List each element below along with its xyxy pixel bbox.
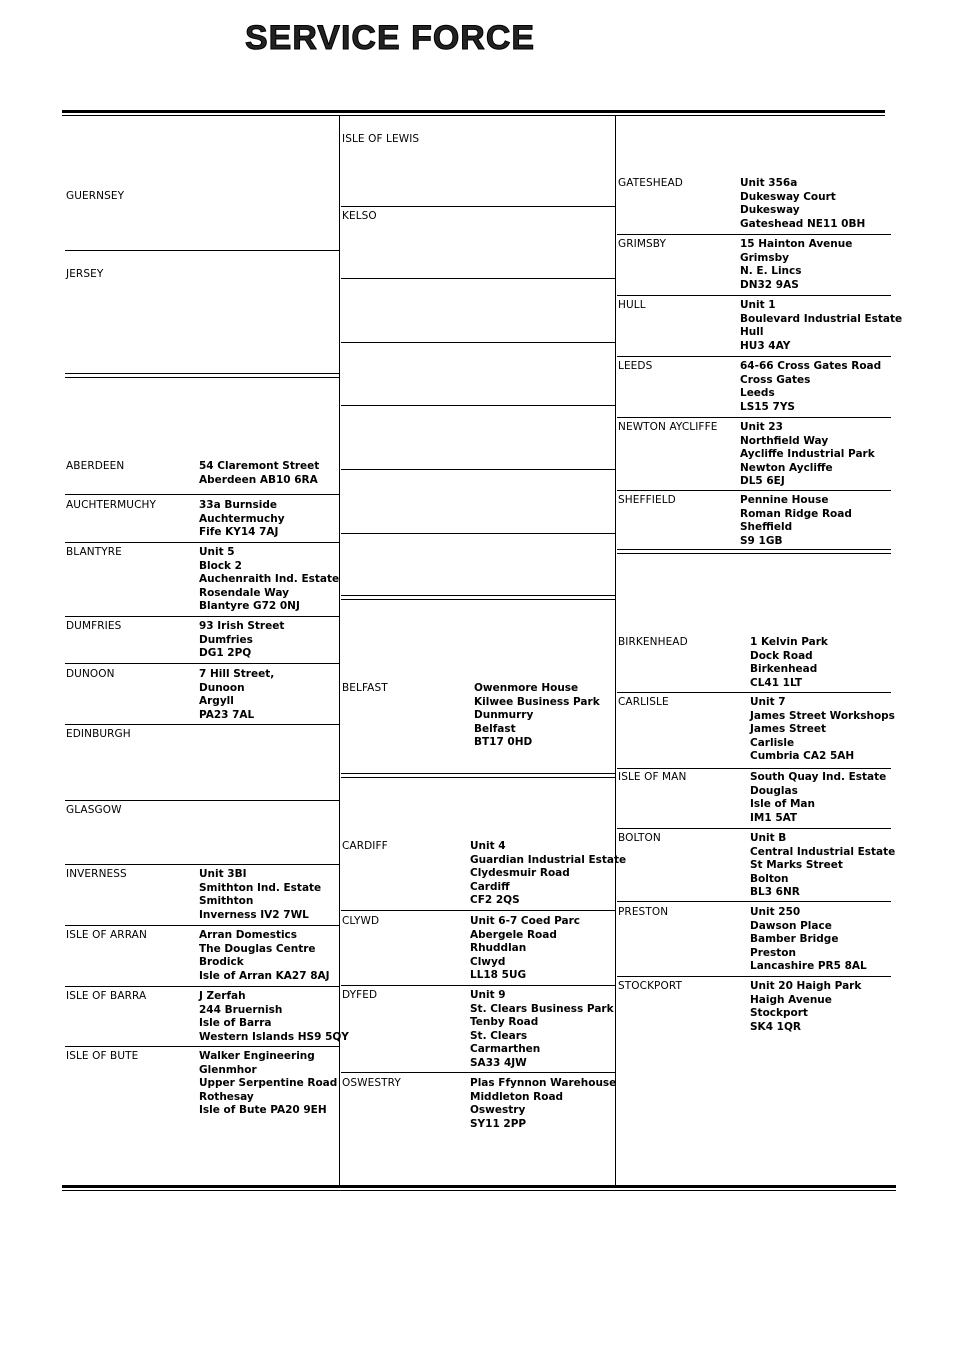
- address-line: Dukesway Court: [740, 190, 836, 203]
- address-line: Roman Ridge Road: [740, 507, 852, 520]
- separator: [65, 864, 339, 865]
- address-block: [199, 499, 285, 540]
- address-line: Dumfries: [199, 633, 253, 646]
- address-block: [740, 494, 852, 548]
- address-line: Owenmore House: [474, 682, 579, 694]
- separator: [617, 234, 891, 235]
- address-line: 93 Irish Street: [199, 620, 285, 632]
- address-line: 54 Claremont Street: [199, 460, 320, 472]
- address-line: Northfield Way: [740, 434, 829, 447]
- address-line: The Douglas Centre: [199, 942, 316, 955]
- address-line: LL18 5UG: [470, 969, 527, 981]
- address-line: LS15 7YS: [740, 400, 795, 413]
- town-name: DYFED: [342, 989, 378, 1001]
- address-line: James Street Workshops: [750, 709, 895, 722]
- address-line: Newton Aycliffe: [740, 461, 833, 474]
- town-name: LEEDS: [618, 360, 653, 372]
- address-line: Pennine House: [740, 494, 829, 506]
- address-line: Leeds: [740, 387, 775, 399]
- address-line: Isle of Bute PA20 9EH: [199, 1104, 327, 1116]
- address-line: 244 Bruernish: [199, 1003, 283, 1016]
- separator: [617, 417, 891, 418]
- address-line: PA23 7AL: [199, 708, 255, 721]
- address-line: SA33 4JW: [470, 1056, 527, 1069]
- separator: [65, 724, 339, 725]
- address-line: Auchenraith Ind. Estate: [199, 573, 340, 585]
- town-name: KELSO: [342, 210, 377, 222]
- address-line: CL41 1LT: [750, 676, 803, 689]
- separator: [341, 1072, 615, 1073]
- address-line: Cumbria CA2 5AH: [750, 750, 855, 762]
- town-name: BOLTON: [618, 832, 661, 844]
- separator: [341, 405, 615, 406]
- address-line: James Street: [750, 723, 826, 735]
- address-line: Unit 356a: [740, 177, 798, 189]
- address-line: St Marks Street: [750, 859, 843, 871]
- town-name: DUNOON: [66, 668, 115, 680]
- address-line: Dunoon: [199, 681, 245, 694]
- address-line: Glenmhor: [199, 1063, 257, 1076]
- top-rule-thin: [62, 115, 885, 116]
- address-line: Isle of Barra: [199, 1017, 272, 1029]
- address-line: S9 1GB: [740, 534, 783, 547]
- address-line: J Zerfah: [199, 990, 246, 1002]
- address-line: Sheffield: [740, 521, 793, 533]
- address-line: Carmarthen: [470, 1043, 541, 1055]
- address-line: Auchtermuchy: [199, 512, 285, 525]
- logo-text: SERVICE FORCE: [245, 19, 536, 57]
- address-line: St. Clears Business Park: [470, 1002, 614, 1015]
- town-name: CLYWD: [342, 915, 380, 927]
- town-name: NEWTON AYCLIFFE: [618, 421, 718, 433]
- address-line: Boulevard Industrial Estate: [740, 312, 903, 325]
- address-line: SY11 2PP: [470, 1117, 527, 1130]
- address-line: 15 Hainton Avenue: [740, 238, 853, 250]
- separator: [65, 616, 339, 617]
- separator: [617, 768, 891, 769]
- town-name: HULL: [618, 299, 646, 311]
- address-line: Blantyre G72 0NJ: [199, 600, 300, 612]
- address-line: Bamber Bridge: [750, 933, 839, 945]
- address-block: [750, 906, 867, 974]
- address-block: [750, 771, 886, 825]
- address-block: [750, 832, 895, 900]
- separator: [341, 777, 615, 778]
- address-line: Block 2: [199, 559, 242, 572]
- address-block: [199, 668, 274, 722]
- separator: [65, 800, 339, 801]
- separator: [617, 490, 891, 491]
- address-line: Central Industrial Estate: [750, 845, 896, 858]
- town-name: INVERNESS: [66, 868, 127, 880]
- address-line: Unit 250: [750, 906, 801, 918]
- column-divider-2: [615, 116, 616, 1186]
- address-line: Unit 23: [740, 421, 783, 433]
- address-line: Smithton Ind. Estate: [199, 881, 322, 894]
- address-block: [199, 460, 319, 487]
- town-name: JERSEY: [66, 268, 104, 280]
- address-line: Fife KY14 7AJ: [199, 526, 279, 538]
- town-name: GLASGOW: [66, 804, 122, 816]
- address-block: [750, 980, 861, 1034]
- address-line: BL3 6NR: [750, 886, 800, 898]
- address-block: [740, 299, 902, 353]
- address-line: 7 Hill Street,: [199, 668, 275, 680]
- address-line: Rothesay: [199, 1090, 254, 1103]
- separator: [65, 250, 185, 251]
- address-line: Clydesmuir Road: [470, 867, 570, 879]
- address-line: Smithton: [199, 895, 254, 907]
- address-line: HU3 4AY: [740, 339, 791, 352]
- address-line: Walker Engineering: [199, 1050, 315, 1062]
- address-line: Upper Serpentine Road: [199, 1077, 338, 1089]
- address-line: Arran Domestics: [199, 929, 298, 941]
- address-block: [199, 546, 339, 614]
- separator: [65, 542, 339, 543]
- address-block: [750, 636, 828, 690]
- town-name: GATESHEAD: [618, 177, 683, 189]
- address-block: [740, 177, 865, 231]
- address-line: Stockport: [750, 1007, 808, 1019]
- separator: [65, 925, 339, 926]
- town-name: GUERNSEY: [66, 190, 125, 202]
- address-line: Bolton: [750, 872, 789, 885]
- separator: [341, 206, 615, 207]
- address-line: Grimsby: [740, 251, 789, 264]
- address-block: [199, 1050, 337, 1118]
- town-name: BELFAST: [342, 682, 388, 694]
- address-block: [470, 989, 614, 1070]
- address-line: DL5 6EJ: [740, 475, 785, 487]
- address-block: [474, 682, 600, 750]
- separator: [341, 910, 615, 911]
- separator: [617, 553, 891, 554]
- address-block: [199, 868, 321, 922]
- address-line: Dunmurry: [474, 709, 534, 721]
- separator: [617, 692, 891, 693]
- town-name: SHEFFIELD: [618, 494, 676, 506]
- address-line: SK4 1QR: [750, 1020, 801, 1033]
- separator: [341, 985, 615, 986]
- address-line: DG1 2PQ: [199, 647, 252, 659]
- address-line: Unit 9: [470, 989, 506, 1001]
- separator: [65, 377, 339, 378]
- address-line: Rhuddlan: [470, 942, 527, 954]
- town-name: BLANTYRE: [66, 546, 122, 558]
- service-force-logo: [245, 18, 665, 58]
- address-line: Unit B: [750, 832, 787, 844]
- address-line: Kilwee Business Park: [474, 695, 600, 708]
- address-line: Aycliffe Industrial Park: [740, 448, 875, 460]
- separator: [617, 295, 891, 296]
- bottom-rule: [62, 1185, 896, 1188]
- town-name: ISLE OF BARRA: [66, 990, 147, 1002]
- town-name: ISLE OF ARRAN: [66, 929, 147, 941]
- address-line: Oswestry: [470, 1104, 526, 1116]
- address-line: Dawson Place: [750, 919, 832, 932]
- address-line: IM1 5AT: [750, 811, 798, 824]
- separator: [617, 976, 891, 977]
- separator: [341, 595, 615, 596]
- address-line: Birkenhead: [750, 663, 818, 675]
- address-line: Argyll: [199, 695, 234, 707]
- town-name: OSWESTRY: [342, 1077, 401, 1089]
- address-line: DN32 9AS: [740, 278, 799, 291]
- separator: [65, 663, 339, 664]
- town-name: AUCHTERMUCHY: [66, 499, 157, 511]
- address-line: Western Islands HS9 5QY: [199, 1030, 349, 1043]
- address-line: Haigh Avenue: [750, 993, 832, 1006]
- town-name: STOCKPORT: [618, 980, 683, 992]
- address-line: 33a Burnside: [199, 499, 277, 511]
- separator: [341, 773, 615, 774]
- address-line: Carlisle: [750, 736, 795, 749]
- town-name: GRIMSBY: [618, 238, 666, 250]
- address-line: Douglas: [750, 784, 798, 797]
- address-line: Brodick: [199, 956, 244, 968]
- address-line: Tenby Road: [470, 1016, 539, 1028]
- separator: [617, 901, 891, 902]
- address-line: BT17 0HD: [474, 736, 533, 748]
- separator: [65, 986, 339, 987]
- town-name: ISLE OF BUTE: [66, 1050, 139, 1062]
- address-line: Hull: [740, 326, 764, 338]
- address-line: 64-66 Cross Gates Road: [740, 360, 882, 372]
- separator: [341, 533, 615, 534]
- address-line: Dock Road: [750, 649, 813, 662]
- town-name: PRESTON: [618, 906, 669, 918]
- address-line: Unit 3BI: [199, 868, 247, 880]
- address-line: Dukesway: [740, 204, 800, 216]
- separator: [65, 373, 339, 374]
- address-line: N. E. Lincs: [740, 265, 802, 277]
- address-block: [740, 238, 852, 292]
- town-name: BIRKENHEAD: [618, 636, 688, 648]
- address-block: [740, 421, 875, 489]
- town-name: DUMFRIES: [66, 620, 122, 632]
- address-line: Preston: [750, 946, 796, 959]
- address-block: [470, 915, 580, 983]
- address-line: Guardian Industrial Estate: [470, 853, 627, 866]
- address-line: Lancashire PR5 8AL: [750, 960, 867, 972]
- address-block: [470, 840, 626, 908]
- address-block: [199, 990, 349, 1044]
- separator: [65, 494, 339, 495]
- address-line: Middleton Road: [470, 1090, 564, 1103]
- address-line: Inverness IV2 7WL: [199, 908, 309, 921]
- address-line: Isle of Arran KA27 8AJ: [199, 969, 330, 982]
- address-line: Clwyd: [470, 955, 506, 968]
- separator: [617, 828, 891, 829]
- address-line: Cardiff: [470, 880, 510, 893]
- separator: [341, 342, 615, 343]
- address-block: [470, 1077, 616, 1131]
- address-line: Plas Ffynnon Warehouse: [470, 1077, 617, 1089]
- address-line: Isle of Man: [750, 798, 815, 810]
- address-line: St. Clears: [470, 1029, 528, 1042]
- address-line: South Quay Ind. Estate: [750, 771, 887, 783]
- town-name: ISLE OF LEWIS: [342, 133, 420, 145]
- town-name: CARLISLE: [618, 696, 669, 708]
- town-name: ISLE OF MAN: [618, 771, 687, 783]
- separator: [185, 250, 339, 251]
- address-block: [199, 929, 330, 983]
- separator: [65, 1046, 339, 1047]
- address-line: Aberdeen AB10 6RA: [199, 473, 318, 486]
- address-line: Unit 4: [470, 840, 506, 852]
- town-name: ABERDEEN: [66, 460, 125, 472]
- address-block: [199, 620, 284, 661]
- separator: [341, 599, 615, 600]
- address-line: Unit 1: [740, 299, 776, 311]
- address-line: Unit 20 Haigh Park: [750, 980, 862, 992]
- address-line: Belfast: [474, 722, 516, 735]
- address-line: Cross Gates: [740, 373, 811, 386]
- address-line: Gateshead NE11 0BH: [740, 217, 866, 230]
- address-line: 1 Kelvin Park: [750, 636, 828, 648]
- address-line: CF2 2QS: [470, 894, 520, 906]
- bottom-rule-thin: [62, 1190, 896, 1191]
- top-rule: [62, 110, 885, 113]
- address-line: Abergele Road: [470, 928, 557, 941]
- separator: [341, 278, 615, 279]
- separator: [341, 469, 615, 470]
- address-line: Unit 5: [199, 546, 235, 558]
- address-block: [740, 360, 881, 414]
- separator: [617, 549, 891, 550]
- town-name: CARDIFF: [342, 840, 388, 852]
- address-line: Unit 7: [750, 696, 786, 708]
- separator: [617, 356, 891, 357]
- address-line: Unit 6-7 Coed Parc: [470, 915, 581, 927]
- town-name: EDINBURGH: [66, 728, 131, 740]
- address-line: Rosendale Way: [199, 586, 289, 599]
- address-block: [750, 696, 895, 764]
